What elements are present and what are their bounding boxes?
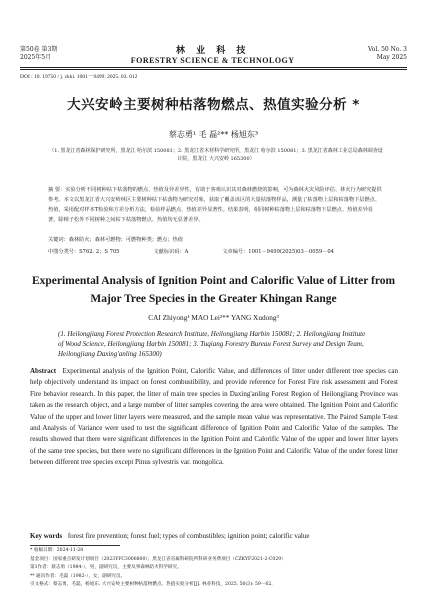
footnotes xyxy=(30,547,400,590)
affiliations-cn: （1. 黑龙江省森林保护研究所，黑龙江 哈尔滨 150081；2. 黑龙江省木材科学研究所，黑龙江 哈尔滨 150081；3. 黑龙江省森林工业总局森林调查设计院，黑龙江 大兴安岭 165300） xyxy=(49,148,383,162)
footnote-corresponding: ** 通讯作者：毛磊（1982-），女，副研究员。 xyxy=(30,573,126,579)
footnote-first-author: 第1作者：蔡志勇（1984-），男，副研究员，主要从事森林防火科学研究。 xyxy=(30,565,182,571)
date-cn: 2025年5月 xyxy=(20,54,52,61)
footnote-received: * 收稿日期：2024-11-28 xyxy=(30,548,84,553)
journal-title-en: FORESTRY SCIENCE & TECHNOLOGY xyxy=(130,56,295,65)
keywords-cn: 关键词：森林防火；森林可燃物；可燃物种类；燃点；热值 xyxy=(48,237,183,243)
journal-title xyxy=(131,46,295,65)
footnote-citation: 引文格式：蔡志勇，毛磊，杨旭东. 大兴安岭主要树种枯落物燃点、热值实验分析[J]. 林业科技，2025, 50(3): 59－62. xyxy=(30,582,273,588)
issue-info-cn xyxy=(20,46,57,62)
footnote-rule xyxy=(30,545,120,546)
keywords-en-label: Key words xyxy=(30,532,63,540)
footnote-funding: 基金项目：国家重点研发计划项目（2023YFC3006800）；黑龙江省省属科研院所科研业务费项目（CZKYF2021-2-C029） xyxy=(30,556,286,562)
authors-en: CAI Zhiyong¹ MAO Lei²** YANG Xudong³ xyxy=(148,313,279,322)
issue-info-en xyxy=(368,46,407,62)
journal-header xyxy=(20,46,407,65)
title-en: Experimental Analysis of Ignition Point and Calorific Value of Litter from Major Tree Species in the Greater Khingan Range xyxy=(31,275,396,305)
abstract-cn: 摘 要：实验分析不同树种枯下枯落物的燃点、热值及异差异性，有助于客观认识其对森林燃烧的影响，可为森林火灾风险评估、林火行为研究提供参考。本文以黑龙江省大兴安岭林区主要树种枯下枯落物为研究对象，获取了覆盖该区的大量枯落物样品，测量了枯落物上层和枯落物下层燃点、热值，采用配对样本T检验和方差分析方法，检验样品燃点、热值差异显著性。结果表明，相同树种枯落物上层和枯落物下层燃点、热值差异显著，除樟子松外不同树种之间枯下枯落物燃点、热值均无显著差异。 xyxy=(48,187,382,223)
classification-row xyxy=(48,248,382,255)
abstract-en xyxy=(30,366,398,469)
journal-title-cn: 林 业 科 技 xyxy=(175,46,250,56)
doi-line: DOI : 10. 19750 / j. ckki. 1001－9499. 2025. 03. 012 xyxy=(20,74,138,80)
abstract-en-text: Experimental analysis of the Ignition Point, Calorific Value, and differences of litter under different tree species can help objectively understand its impact on forest combustibility, and provide reference for Forest Fire risk assessment and Forest Fire behavior research. In this paper, the litter of main tree species in Daxing'anling Forest Region of Heilongjiang Province was taken as the research object, and a large number of litter samples covering the area were obtained. The Ignition Point and Calorific Value of the upper and lower litter layers were measured, and the sample mean value was representative. The Paired Sample T-test and Analysis of Variance were used to test the significant difference of Ignition Point and Calorific Value of the samples. The results showed that there were significant differences in the Ignition Point and Calorific Value of the upper and lower litter layers of the same tree species, but there were no significant differences in the Ignition Point and Calorific Value of the under forest litter between different tree species except Pinus sylvestris var. mongolica. xyxy=(30,367,398,467)
date-en: May 2025 xyxy=(376,54,407,61)
volume-issue-cn: 第50卷 第3期 xyxy=(20,46,58,53)
authors-cn: 蔡志勇¹ 毛 磊²** 杨旭东³ xyxy=(168,130,259,139)
header-rule-thick xyxy=(20,67,407,68)
abstract-en-label: Abstract xyxy=(30,367,57,375)
keywords-en xyxy=(30,532,398,540)
article-number: 文章编号：1001－9499(2025)03－0059－04 xyxy=(222,249,334,255)
keywords-en-text: forest fire prevention; forest fuel; types of combustibles; ignition point; calorific value xyxy=(67,532,310,540)
class-number: 中图分类号：S762. 2；S 705 xyxy=(48,249,120,255)
affiliations-en: (1. Heilongjiang Forest Protection Research Institute, Heilongjiang Harbin 150081; 2. Heilongjiang Institute of Wood Science, Heilongjiang Harbin 150081; 3. Tuqiang Forestry Bureau Forest Survey and Design Team, Heilongjiang Daxing'anling 165300) xyxy=(58,330,366,358)
header-rule-thin xyxy=(20,69,407,70)
volume-issue-en: Vol. 50 No. 3 xyxy=(367,46,407,53)
title-cn: 大兴安岭主要树种枯落物燃点、热值实验分析 * xyxy=(67,97,360,113)
document-code: 文献标识码：A xyxy=(153,249,189,255)
